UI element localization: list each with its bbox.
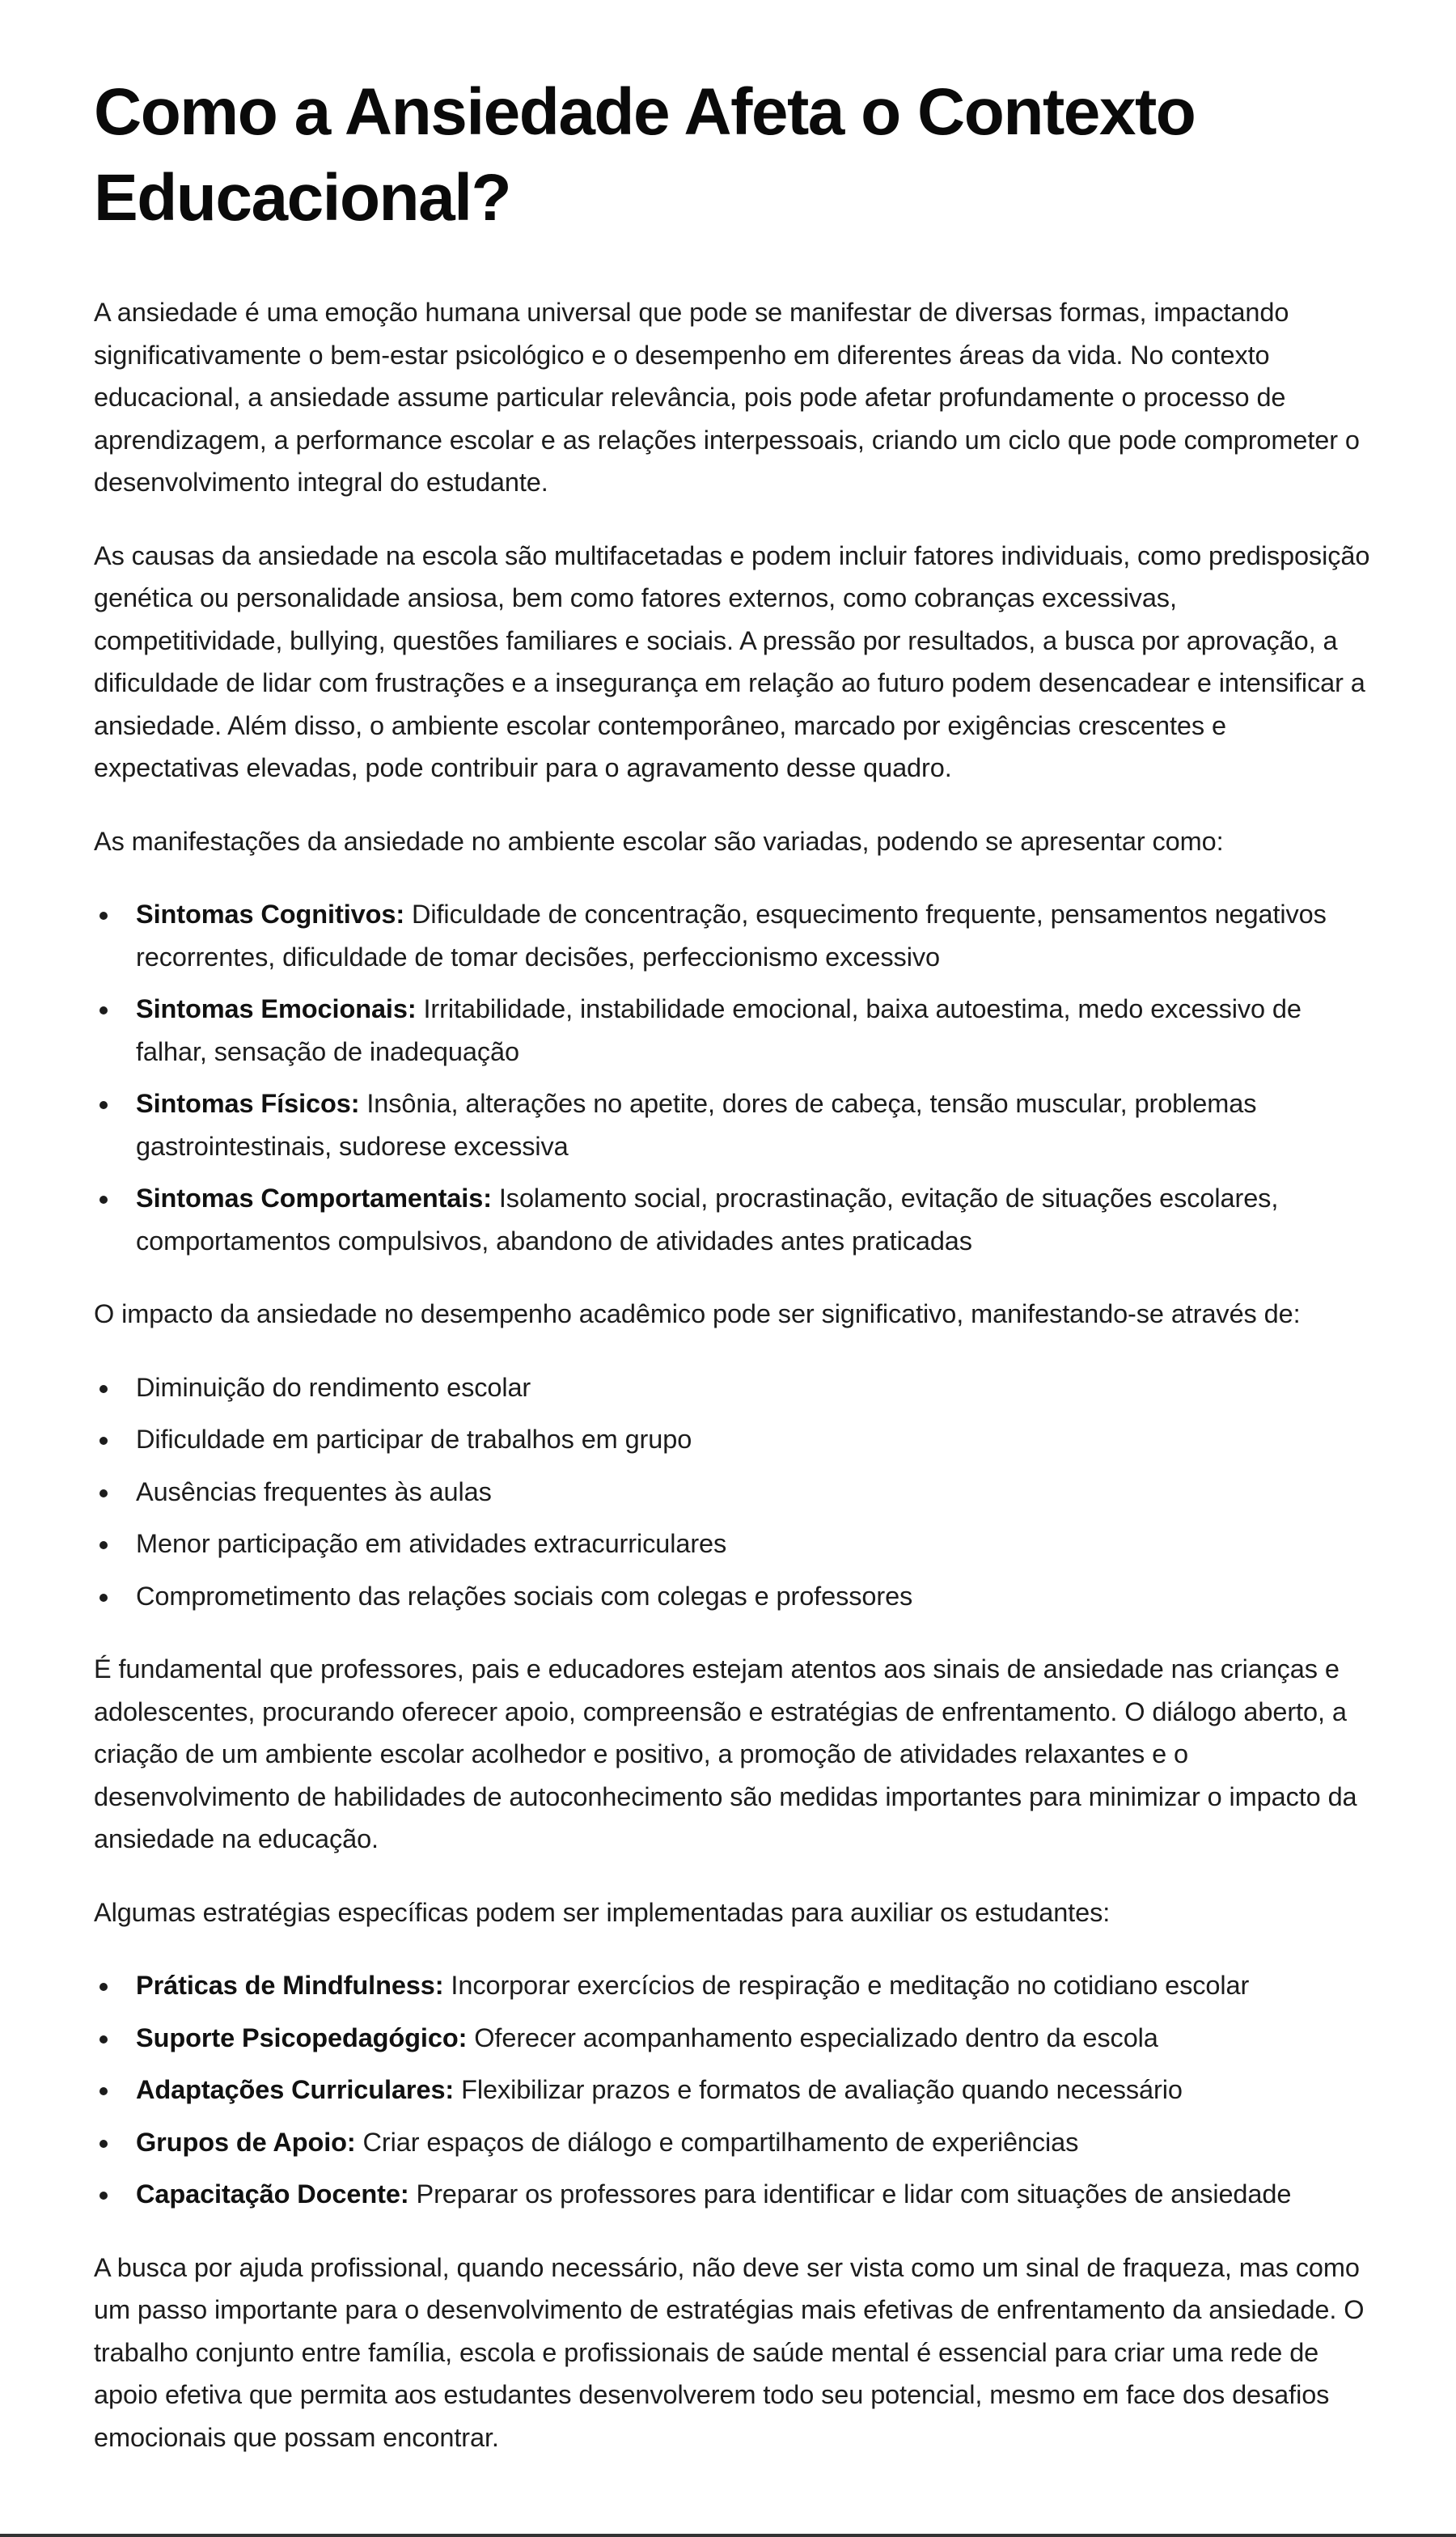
item-text: Dificuldade de concentração, esquecimento frequente, pensamentos negativos recorrentes, dificuldade de tomar decisões, perfeccionismo excessivo <box>136 900 1327 972</box>
item-text: Incorporar exercícios de respiração e meditação no cotidiano escolar <box>443 1971 1250 2000</box>
manifestations-intro: As manifestações da ansiedade no ambiente escolar são variadas, podendo se apresentar como: <box>94 826 1224 856</box>
impacts-list <box>94 1366 1372 1618</box>
item-text: Isolamento social, procrastinação, evitação de situações escolares, comportamentos compulsivos, abandono de atividades antes praticadas <box>136 1184 1279 1256</box>
item-label: Adaptações Curriculares: <box>136 2075 455 2104</box>
item-text: Insônia, alterações no apetite, dores de cabeça, tensão muscular, problemas gastrointestinais, sudorese excessiva <box>136 1089 1257 1161</box>
bottom-divider <box>0 2534 1456 2537</box>
item-text: Oferecer acompanhamento especializado dentro da escola <box>467 2022 1158 2052</box>
item-label: Sintomas Cognitivos: <box>136 900 405 929</box>
item-label: Grupos de Apoio: <box>136 2127 356 2157</box>
list-item: Ausências frequentes às aulas <box>94 1471 1372 1514</box>
list-item <box>94 2069 1372 2111</box>
article <box>94 70 1372 2489</box>
list-item <box>94 2173 1372 2216</box>
item-label: Práticas de Mindfulness: <box>136 1971 444 2000</box>
item-label: Suporte Psicopedagógico: <box>136 2022 468 2052</box>
item-text: Flexibilizar prazos e formatos de avaliação quando necessário <box>454 2075 1183 2104</box>
item-label: Capacitação Docente: <box>136 2179 409 2209</box>
list-item <box>94 893 1372 978</box>
list-item <box>94 988 1372 1073</box>
strategies-intro: Algumas estratégias específicas podem ser implementadas para auxiliar os estudantes: <box>94 1897 1111 1927</box>
symptoms-list <box>94 893 1372 1262</box>
item-label: Sintomas Emocionais: <box>136 994 417 1023</box>
page-title: Como a Ansiedade Afeta o Contexto Educacional? <box>94 75 1196 235</box>
list-item <box>94 2017 1372 2060</box>
intro-paragraph: A ansiedade é uma emoção humana universal que pode se manifestar de diversas formas, impactando significativamente o bem-estar psicológico e o desempenho em diferentes áreas da vida. No contexto educacional, a ansiedade assume particular relevância, pois pode afetar profundamente o processo de aprendizagem, a performance escolar e as relações interpessoais, criando um ciclo que pode comprometer o desenvolvimento integral do estudante. <box>94 298 1360 497</box>
list-item <box>94 1177 1372 1262</box>
list-item <box>94 2121 1372 2164</box>
list-item <box>94 1964 1372 2007</box>
causes-paragraph: As causas da ansiedade na escola são multifacetadas e podem incluir fatores individuais, como predisposição genética ou personalidade ansiosa, bem como fatores externos, como cobranças excessivas, competitividade, bullying, questões familiares e sociais. A pressão por resultados, a busca por aprovação, a dificuldade de lidar com frustrações e a insegurança em relação ao futuro podem desencadear e intensificar a ansiedade. Além disso, o ambiente escolar contemporâneo, marcado por exigências crescentes e expectativas elevadas, pode contribuir para o agravamento desse quadro. <box>94 540 1370 782</box>
closing-paragraph: A busca por ajuda profissional, quando necessário, não deve ser vista como um sinal de fraqueza, mas como um passo importante para o desenvolvimento de estratégias mais efetivas de enfrentamento da ansiedade. O trabalho conjunto entre família, escola e profissionais de saúde mental é essencial para criar uma rede de apoio efetiva que permita aos estudantes desenvolverem todo seu potencial, mesmo em face dos desafios emocionais que possam encontrar. <box>94 2252 1365 2452</box>
item-label: Sintomas Físicos: <box>136 1089 360 1118</box>
support-paragraph: É fundamental que professores, pais e educadores estejam atentos aos sinais de ansiedade nas crianças e adolescentes, procurando oferecer apoio, compreensão e estratégias de enfrentamento. O diálogo aberto, a criação de um ambiente escolar acolhedor e positivo, a promoção de atividades relaxantes e o desenvolvimento de habilidades de autoconhecimento são medidas importantes para minimizar o impacto da ansiedade na educação. <box>94 1654 1357 1853</box>
item-text: Irritabilidade, instabilidade emocional, baixa autoestima, medo excessivo de falhar, sensação de inadequação <box>136 994 1302 1066</box>
item-label: Sintomas Comportamentais: <box>136 1184 492 1213</box>
list-item <box>94 1082 1372 1167</box>
item-text: Preparar os professores para identificar e lidar com situações de ansiedade <box>408 2179 1292 2209</box>
list-item: Dificuldade em participar de trabalhos em grupo <box>94 1418 1372 1461</box>
impact-intro: O impacto da ansiedade no desempenho acadêmico pode ser significativo, manifestando-se através de: <box>94 1299 1301 1328</box>
item-text: Criar espaços de diálogo e compartilhamento de experiências <box>355 2127 1079 2157</box>
list-item: Menor participação em atividades extracurriculares <box>94 1523 1372 1565</box>
list-item: Comprometimento das relações sociais com colegas e professores <box>94 1575 1372 1618</box>
strategies-list <box>94 1964 1372 2216</box>
list-item: Diminuição do rendimento escolar <box>94 1366 1372 1409</box>
